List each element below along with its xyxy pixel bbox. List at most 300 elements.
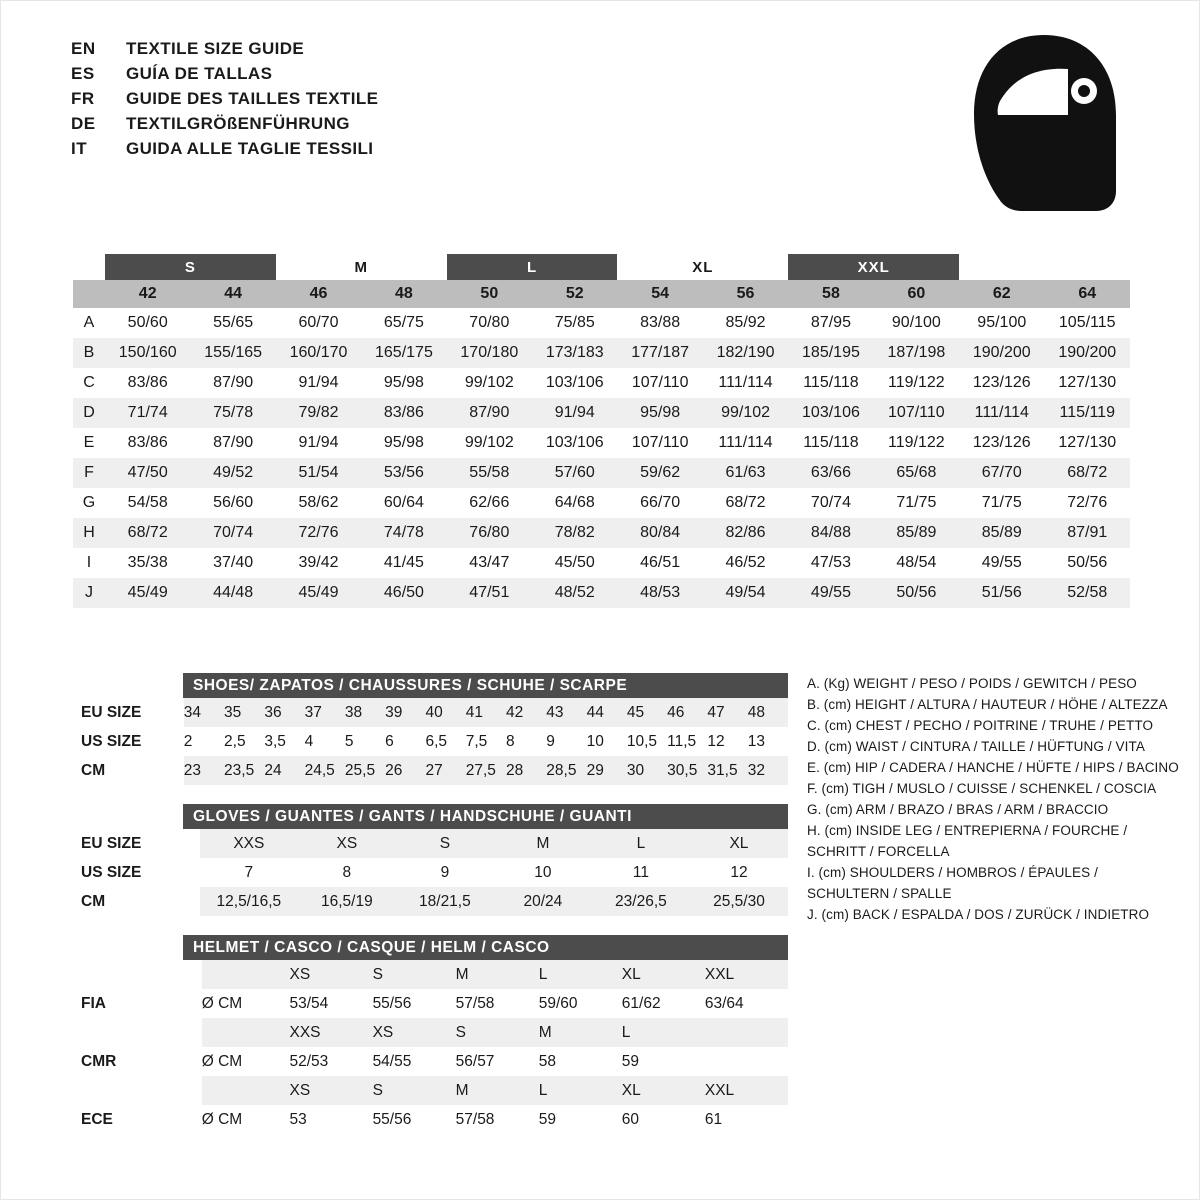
helmet-section <box>73 935 788 1134</box>
cell <box>202 1018 290 1047</box>
cell: 79/82 <box>276 398 361 428</box>
cell: 40 <box>425 698 465 727</box>
cell: 46/51 <box>617 548 702 578</box>
row-label: ECE <box>73 1105 202 1134</box>
title-block <box>71 39 378 164</box>
title-text: GUÍA DE TALLAS <box>126 64 273 83</box>
cell: 48 <box>748 698 788 727</box>
cell: 23,5 <box>224 756 264 785</box>
cell: 76/80 <box>447 518 532 548</box>
table-row <box>73 698 788 727</box>
legend-item-cont: SCHRITT / FORCELLA <box>807 844 950 859</box>
size-group-s: S <box>105 254 276 280</box>
cell: 91/94 <box>276 368 361 398</box>
cell: 74/78 <box>361 518 446 548</box>
cell: 95/98 <box>361 368 446 398</box>
cell: 4 <box>305 727 345 756</box>
cell-empty <box>705 1047 788 1076</box>
cell: XXS <box>200 829 298 858</box>
size-header: L <box>539 960 622 989</box>
cell: 155/165 <box>190 338 275 368</box>
cell: 62/66 <box>447 488 532 518</box>
cell: S <box>396 829 494 858</box>
cell: 107/110 <box>874 398 959 428</box>
cell: 59/60 <box>539 989 622 1018</box>
cell: 20/24 <box>494 887 592 916</box>
cell: 38 <box>345 698 385 727</box>
legend-item: F. (cm) TIGH / MUSLO / CUISSE / SCHENKEL / COSCIA <box>807 781 1157 796</box>
helmet-title: HELMET / CASCO / CASQUE / HELM / CASCO <box>183 935 788 960</box>
cell: 78/82 <box>532 518 617 548</box>
cell: 83/86 <box>105 428 190 458</box>
cell: 66/70 <box>617 488 702 518</box>
size-header: XXL <box>705 1076 788 1105</box>
cell: 91/94 <box>532 398 617 428</box>
legend-item: G. (cm) ARM / BRAZO / BRAS / ARM / BRACCIO <box>807 802 1109 817</box>
cell: 58/62 <box>276 488 361 518</box>
cell: 61/62 <box>622 989 705 1018</box>
cell: 127/130 <box>1044 368 1130 398</box>
cell: 26 <box>385 756 425 785</box>
cell: 173/183 <box>532 338 617 368</box>
size-header: M <box>456 1076 539 1105</box>
table-row <box>73 829 788 858</box>
cell: 60/64 <box>361 488 446 518</box>
cell: 53 <box>289 1105 372 1134</box>
cell: 63/66 <box>788 458 873 488</box>
cell: 12 <box>707 727 747 756</box>
table-row <box>73 1047 788 1076</box>
cell: 57/58 <box>456 1105 539 1134</box>
table-row <box>73 368 1130 398</box>
cell: 5 <box>345 727 385 756</box>
cell: 7,5 <box>466 727 506 756</box>
row-label: H <box>73 518 105 548</box>
cell: 115/118 <box>788 368 873 398</box>
cell: 27,5 <box>466 756 506 785</box>
cell: 59/62 <box>617 458 702 488</box>
table-row <box>73 989 788 1018</box>
row-label: D <box>73 398 105 428</box>
title-row-de <box>71 114 378 139</box>
cell: 44/48 <box>190 578 275 608</box>
table-row <box>73 458 1130 488</box>
cell: 41/45 <box>361 548 446 578</box>
cell: 57/60 <box>532 458 617 488</box>
col-header: 60 <box>874 280 959 308</box>
cell: 27 <box>425 756 465 785</box>
row-label: CMR <box>73 1047 202 1076</box>
cell: 39 <box>385 698 425 727</box>
cell: 71/74 <box>105 398 190 428</box>
table-row <box>73 1076 788 1105</box>
title-row-en <box>71 39 378 64</box>
cell: 25,5 <box>345 756 385 785</box>
cell: 84/88 <box>788 518 873 548</box>
table-row <box>73 338 1130 368</box>
unit: Ø CM <box>202 1047 290 1076</box>
cell: 80/84 <box>617 518 702 548</box>
cell: 111/114 <box>703 428 788 458</box>
unit: Ø CM <box>202 1105 290 1134</box>
legend-item: B. (cm) HEIGHT / ALTURA / HAUTEUR / HÖHE / ALTEZZA <box>807 697 1168 712</box>
cell: 85/89 <box>959 518 1044 548</box>
size-group-xxl: XXL <box>788 254 959 280</box>
cell: 51/56 <box>959 578 1044 608</box>
cell: 48/53 <box>617 578 702 608</box>
cell: 29 <box>587 756 627 785</box>
cell: 123/126 <box>959 368 1044 398</box>
size-header: L <box>539 1076 622 1105</box>
cell: L <box>592 829 690 858</box>
cell: 119/122 <box>874 428 959 458</box>
cell: 23 <box>184 756 224 785</box>
cell: 56/60 <box>190 488 275 518</box>
cell: 95/98 <box>617 398 702 428</box>
cell: 83/86 <box>361 398 446 428</box>
table-row <box>73 960 788 989</box>
cell: 107/110 <box>617 428 702 458</box>
size-header: S <box>373 1076 456 1105</box>
row-label: CM <box>73 756 184 785</box>
table-row <box>73 727 788 756</box>
cell: 46/50 <box>361 578 446 608</box>
cell: 25,5/30 <box>690 887 788 916</box>
cell: 165/175 <box>361 338 446 368</box>
cell: 37/40 <box>190 548 275 578</box>
cell: 63/64 <box>705 989 788 1018</box>
legend-item-cont: SCHULTERN / SPALLE <box>807 886 952 901</box>
cell: 127/130 <box>1044 428 1130 458</box>
table-row <box>73 398 1130 428</box>
cell: 46/52 <box>703 548 788 578</box>
cell: 71/75 <box>959 488 1044 518</box>
cell: 107/110 <box>617 368 702 398</box>
cell: 8 <box>298 858 396 887</box>
cell: 30,5 <box>667 756 707 785</box>
table-row <box>73 488 1130 518</box>
legend-item: I. (cm) SHOULDERS / HOMBROS / ÉPAULES / <box>807 865 1098 880</box>
cell: 185/195 <box>788 338 873 368</box>
size-header: XXS <box>289 1018 372 1047</box>
table-row <box>73 756 788 785</box>
cell <box>202 960 290 989</box>
header-corner <box>73 280 105 308</box>
cell: 70/80 <box>447 308 532 338</box>
cell: 55/65 <box>190 308 275 338</box>
col-header: 46 <box>276 280 361 308</box>
size-header: XS <box>289 960 372 989</box>
cell: 68/72 <box>703 488 788 518</box>
cell: 61/63 <box>703 458 788 488</box>
cell: XS <box>298 829 396 858</box>
cell: 82/86 <box>703 518 788 548</box>
cell: 52/53 <box>289 1047 372 1076</box>
legend-item: H. (cm) INSIDE LEG / ENTREPIERNA / FOURCHE / <box>807 823 1128 838</box>
table-row <box>73 578 1130 608</box>
row-label: E <box>73 428 105 458</box>
cell: 99/102 <box>447 428 532 458</box>
cell: 13 <box>748 727 788 756</box>
col-header: 64 <box>1044 280 1130 308</box>
row-label: US SIZE <box>73 727 184 756</box>
row-label <box>73 1076 202 1105</box>
cell: 72/76 <box>1044 488 1130 518</box>
row-label: CM <box>73 887 200 916</box>
size-header: M <box>456 960 539 989</box>
col-header: 62 <box>959 280 1044 308</box>
helmet-table <box>73 960 788 1134</box>
size-header: XS <box>289 1076 372 1105</box>
cell: 16,5/19 <box>298 887 396 916</box>
main-size-table <box>73 254 1130 608</box>
cell: 9 <box>546 727 586 756</box>
cell: 68/72 <box>105 518 190 548</box>
size-header: M <box>539 1018 622 1047</box>
cell: 12 <box>690 858 788 887</box>
title-text: TEXTILGRÖßENFÜHRUNG <box>126 114 350 133</box>
cell: 7 <box>200 858 298 887</box>
cell: 49/52 <box>190 458 275 488</box>
cell: 87/91 <box>1044 518 1130 548</box>
cell: 45/49 <box>105 578 190 608</box>
col-header: 58 <box>788 280 873 308</box>
cell: 6 <box>385 727 425 756</box>
cell: 85/92 <box>703 308 788 338</box>
col-header: 42 <box>105 280 190 308</box>
cell: 35/38 <box>105 548 190 578</box>
cell: 68/72 <box>1044 458 1130 488</box>
cell: 3,5 <box>264 727 304 756</box>
cell: 28,5 <box>546 756 586 785</box>
cell: 43 <box>546 698 586 727</box>
cell: 103/106 <box>532 368 617 398</box>
col-header: 52 <box>532 280 617 308</box>
cell: 47/50 <box>105 458 190 488</box>
cell: 10,5 <box>627 727 667 756</box>
col-header: 44 <box>190 280 275 308</box>
cell: 85/89 <box>874 518 959 548</box>
cell: 36 <box>264 698 304 727</box>
racing-helmet-icon <box>964 31 1124 216</box>
cell: 31,5 <box>707 756 747 785</box>
col-header: 54 <box>617 280 702 308</box>
cell: M <box>494 829 592 858</box>
shoes-section <box>73 673 788 785</box>
cell: 48/54 <box>874 548 959 578</box>
cell: 35 <box>224 698 264 727</box>
title-lang-code: IT <box>71 139 88 158</box>
cell: 52/58 <box>1044 578 1130 608</box>
cell: 190/200 <box>1044 338 1130 368</box>
row-label: US SIZE <box>73 858 200 887</box>
cell: 103/106 <box>532 428 617 458</box>
cell: 10 <box>494 858 592 887</box>
cell: 39/42 <box>276 548 361 578</box>
cell: 58 <box>539 1047 622 1076</box>
row-label: F <box>73 458 105 488</box>
cell: 111/114 <box>703 368 788 398</box>
cell: 41 <box>466 698 506 727</box>
cell: 123/126 <box>959 428 1044 458</box>
cell: 87/95 <box>788 308 873 338</box>
size-header: S <box>456 1018 539 1047</box>
cell: 83/88 <box>617 308 702 338</box>
cell: 11,5 <box>667 727 707 756</box>
cell: 12,5/16,5 <box>200 887 298 916</box>
cell: XL <box>690 829 788 858</box>
cell: 45/50 <box>532 548 617 578</box>
cell: 51/54 <box>276 458 361 488</box>
table-row <box>73 548 1130 578</box>
gloves-table <box>73 829 788 916</box>
cell: 87/90 <box>190 368 275 398</box>
unit: Ø CM <box>202 989 290 1018</box>
size-number-header-row <box>73 280 1130 308</box>
col-header: 56 <box>703 280 788 308</box>
cell: 34 <box>184 698 224 727</box>
cell: 49/55 <box>788 578 873 608</box>
cell: 91/94 <box>276 428 361 458</box>
cell: 103/106 <box>788 398 873 428</box>
cell: 115/118 <box>788 428 873 458</box>
cell: 47/53 <box>788 548 873 578</box>
cell: 42 <box>506 698 546 727</box>
legend-item: D. (cm) WAIST / CINTURA / TAILLE / HÜFTUNG / VITA <box>807 739 1145 754</box>
cell: 43/47 <box>447 548 532 578</box>
legend-item: J. (cm) BACK / ESPALDA / DOS / ZURÜCK / INDIETRO <box>807 907 1150 922</box>
row-label: J <box>73 578 105 608</box>
cell: 50/60 <box>105 308 190 338</box>
table-row <box>73 858 788 887</box>
cell: 9 <box>396 858 494 887</box>
cell: 28 <box>506 756 546 785</box>
cell: 8 <box>506 727 546 756</box>
cell: 150/160 <box>105 338 190 368</box>
cell: 45 <box>627 698 667 727</box>
cell: 83/86 <box>105 368 190 398</box>
cell: 187/198 <box>874 338 959 368</box>
cell: 95/98 <box>361 428 446 458</box>
cell: 95/100 <box>959 308 1044 338</box>
size-group-m: M <box>276 254 447 280</box>
row-label <box>73 1018 202 1047</box>
cell: 65/75 <box>361 308 446 338</box>
cell: 71/75 <box>874 488 959 518</box>
table-row <box>73 308 1130 338</box>
cell: 65/68 <box>874 458 959 488</box>
table-row <box>73 428 1130 458</box>
cell: 24,5 <box>305 756 345 785</box>
cell: 75/85 <box>532 308 617 338</box>
cell: 6,5 <box>425 727 465 756</box>
cell: 60/70 <box>276 308 361 338</box>
title-row-it <box>71 139 378 164</box>
cell <box>202 1076 290 1105</box>
size-header: XXL <box>705 960 788 989</box>
table-row <box>73 887 788 916</box>
cell: 59 <box>622 1047 705 1076</box>
cell: 70/74 <box>190 518 275 548</box>
cell: 111/114 <box>959 398 1044 428</box>
title-lang-code: FR <box>71 89 95 108</box>
row-label: I <box>73 548 105 578</box>
cell: 170/180 <box>447 338 532 368</box>
measurement-legend <box>807 673 1179 925</box>
cell: 55/58 <box>447 458 532 488</box>
cell: 87/90 <box>447 398 532 428</box>
cell: 55/56 <box>373 1105 456 1134</box>
legend-item: A. (Kg) WEIGHT / PESO / POIDS / GEWITCH / PESO <box>807 676 1137 691</box>
cell: 99/102 <box>703 398 788 428</box>
cell: 53/54 <box>289 989 372 1018</box>
cell: 56/57 <box>456 1047 539 1076</box>
size-header-empty <box>705 1018 788 1047</box>
size-header: XL <box>622 960 705 989</box>
shoes-table <box>73 698 788 785</box>
cell: 47/51 <box>447 578 532 608</box>
row-label <box>73 960 202 989</box>
size-header: S <box>373 960 456 989</box>
cell: 50/56 <box>874 578 959 608</box>
size-group-row <box>73 254 1130 280</box>
size-group-blank <box>73 254 105 280</box>
title-text: TEXTILE SIZE GUIDE <box>126 39 305 58</box>
cell: 90/100 <box>874 308 959 338</box>
row-label: EU SIZE <box>73 698 184 727</box>
row-label: C <box>73 368 105 398</box>
cell: 55/56 <box>373 989 456 1018</box>
cell: 49/55 <box>959 548 1044 578</box>
cell: 115/119 <box>1044 398 1130 428</box>
cell: 54/58 <box>105 488 190 518</box>
size-header: XL <box>622 1076 705 1105</box>
cell: 61 <box>705 1105 788 1134</box>
title-lang-code: ES <box>71 64 95 83</box>
cell: 182/190 <box>703 338 788 368</box>
cell: 119/122 <box>874 368 959 398</box>
cell: 48/52 <box>532 578 617 608</box>
cell: 47 <box>707 698 747 727</box>
size-group-xl: XL <box>617 254 788 280</box>
cell: 18/21,5 <box>396 887 494 916</box>
cell: 75/78 <box>190 398 275 428</box>
cell: 2,5 <box>224 727 264 756</box>
cell: 2 <box>184 727 224 756</box>
cell: 59 <box>539 1105 622 1134</box>
size-header: XS <box>373 1018 456 1047</box>
cell: 30 <box>627 756 667 785</box>
cell: 67/70 <box>959 458 1044 488</box>
cell: 160/170 <box>276 338 361 368</box>
table-row <box>73 1018 788 1047</box>
size-group-blank-end <box>959 254 1044 280</box>
cell: 49/54 <box>703 578 788 608</box>
cell: 44 <box>587 698 627 727</box>
cell: 54/55 <box>373 1047 456 1076</box>
title-text: GUIDA ALLE TAGLIE TESSILI <box>126 139 374 158</box>
cell: 32 <box>748 756 788 785</box>
cell: 190/200 <box>959 338 1044 368</box>
cell: 37 <box>305 698 345 727</box>
cell: 177/187 <box>617 338 702 368</box>
row-label: EU SIZE <box>73 829 200 858</box>
title-row-es <box>71 64 378 89</box>
title-lang-code: DE <box>71 114 96 133</box>
size-header: L <box>622 1018 705 1047</box>
cell: 24 <box>264 756 304 785</box>
title-row-fr <box>71 89 378 114</box>
